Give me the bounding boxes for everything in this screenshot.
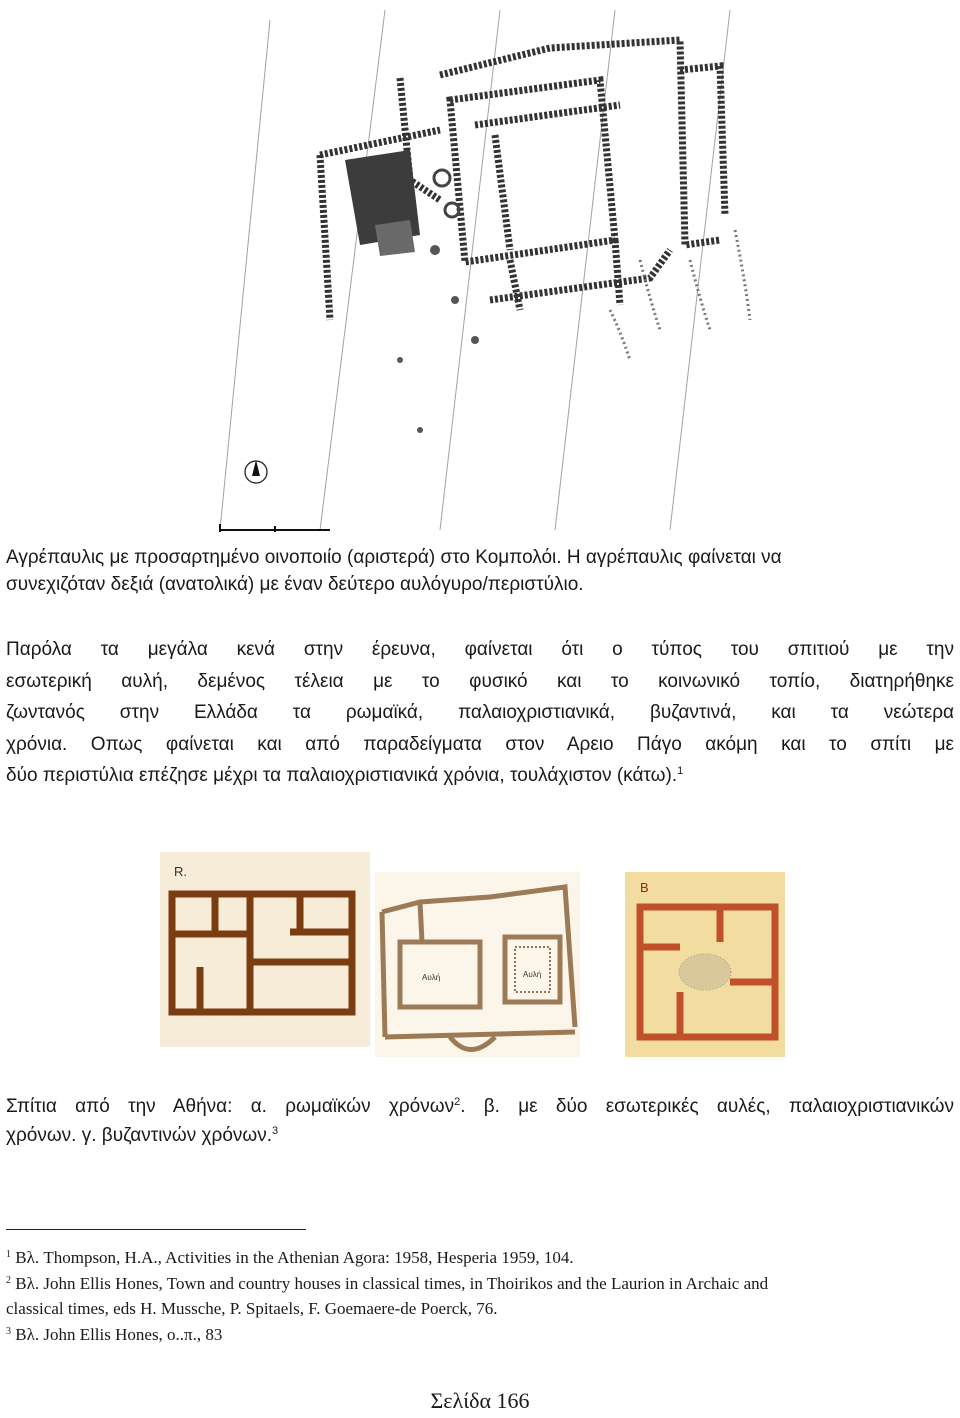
footnote-1: $^1$ Βλ. Thompson, H.A., Activities in the Athenian Agora: 1958, Hesperia 1959, 104.	[6, 1248, 574, 1267]
page-number: Σελίδα 166	[430, 1388, 530, 1413]
plan-byzantine	[625, 872, 785, 1057]
footnote-separator	[6, 1229, 306, 1230]
figure1-caption-line1: Αγρέπαυλις με προσαρτημένο οινοποιίο (αριστερά) στο Κομπολόι. Η αγρέπαυλις φαίνεται να	[6, 547, 782, 568]
figure2-caption-line2: χρόνων. γ. βυζαντινών χρόνων.$^3$	[6, 1125, 279, 1146]
plan-roman	[160, 852, 370, 1047]
paragraph-line4: χρόνια. Οπως φαίνεται και από παραδείγματα στον Αρειο Πάγο ακόμη και το σπίτι με	[6, 733, 954, 755]
scale-bar	[220, 524, 330, 532]
paragraph-line3: ζωντανός στην Ελλάδα τα ρωμαϊκά, παλαιοχριστιανικά, βυζαντινά, και τα νεώτερα	[6, 702, 954, 723]
figure2-caption-line1: Σπίτια από την Αθήνα: α. ρωμαϊκών χρόνων$^2$. β. με δύο εσωτερικές αυλές, παλαιοχριστιανικών	[6, 1096, 954, 1117]
paragraph-line2: εσωτερική αυλή, δεμένος τέλεια με το φυσικό και το κοινωνικό τοπίο, διατηρήθηκε	[6, 670, 954, 692]
site-plan-figure	[210, 0, 770, 540]
footnote-3: $^3$ Βλ. John Ellis Hones, ο..π., 83	[6, 1324, 223, 1344]
house-plans-figure	[160, 852, 790, 1062]
footnote-ref-3[interactable]: 3	[272, 1125, 279, 1137]
footnote-2: $^2$ Βλ. John Ellis Hones, Town and country houses in classical times, in Thoirikos and the Laurion in Archaic and	[6, 1273, 769, 1293]
footnote-2-continued: classical times, eds H. Mussche, P. Spitaels, F. Goemaere-de Poerck, 76.	[6, 1299, 498, 1318]
body-paragraph	[6, 634, 954, 792]
winery-area	[345, 150, 479, 433]
footnote-ref-1[interactable]: 1	[677, 765, 684, 777]
figure2-caption	[6, 1092, 954, 1150]
paragraph-line5: δύο περιστύλια επέζησε μέχρι τα παλαιοχριστιανικά χρόνια, τουλάχιστον (κάτω).$^1$	[6, 765, 684, 786]
plan-c-label: B	[640, 880, 649, 895]
eastern-traces	[610, 230, 750, 360]
footnote-ref-2[interactable]: 2	[454, 1096, 461, 1108]
north-arrow-icon	[245, 460, 267, 483]
paragraph-line1: Παρόλα τα μεγάλα κενά στην έρευνα, φαίνεται ότι ο τύπος του σπιτιού με την	[6, 639, 954, 660]
plan-two-courtyards	[375, 872, 580, 1057]
plan-b-courtyard-label-1: Αυλή	[422, 973, 441, 982]
figure1-caption	[6, 544, 954, 598]
plan-b-courtyard-label-2: Αυλή	[523, 970, 542, 979]
footnotes	[6, 1245, 954, 1347]
plan-a-label: R.	[174, 864, 187, 879]
figure1-caption-line2: συνεχιζόταν δεξιά (ανατολικά) με έναν δεύτερο αυλόγυρο/περιστύλιο.	[6, 574, 584, 595]
